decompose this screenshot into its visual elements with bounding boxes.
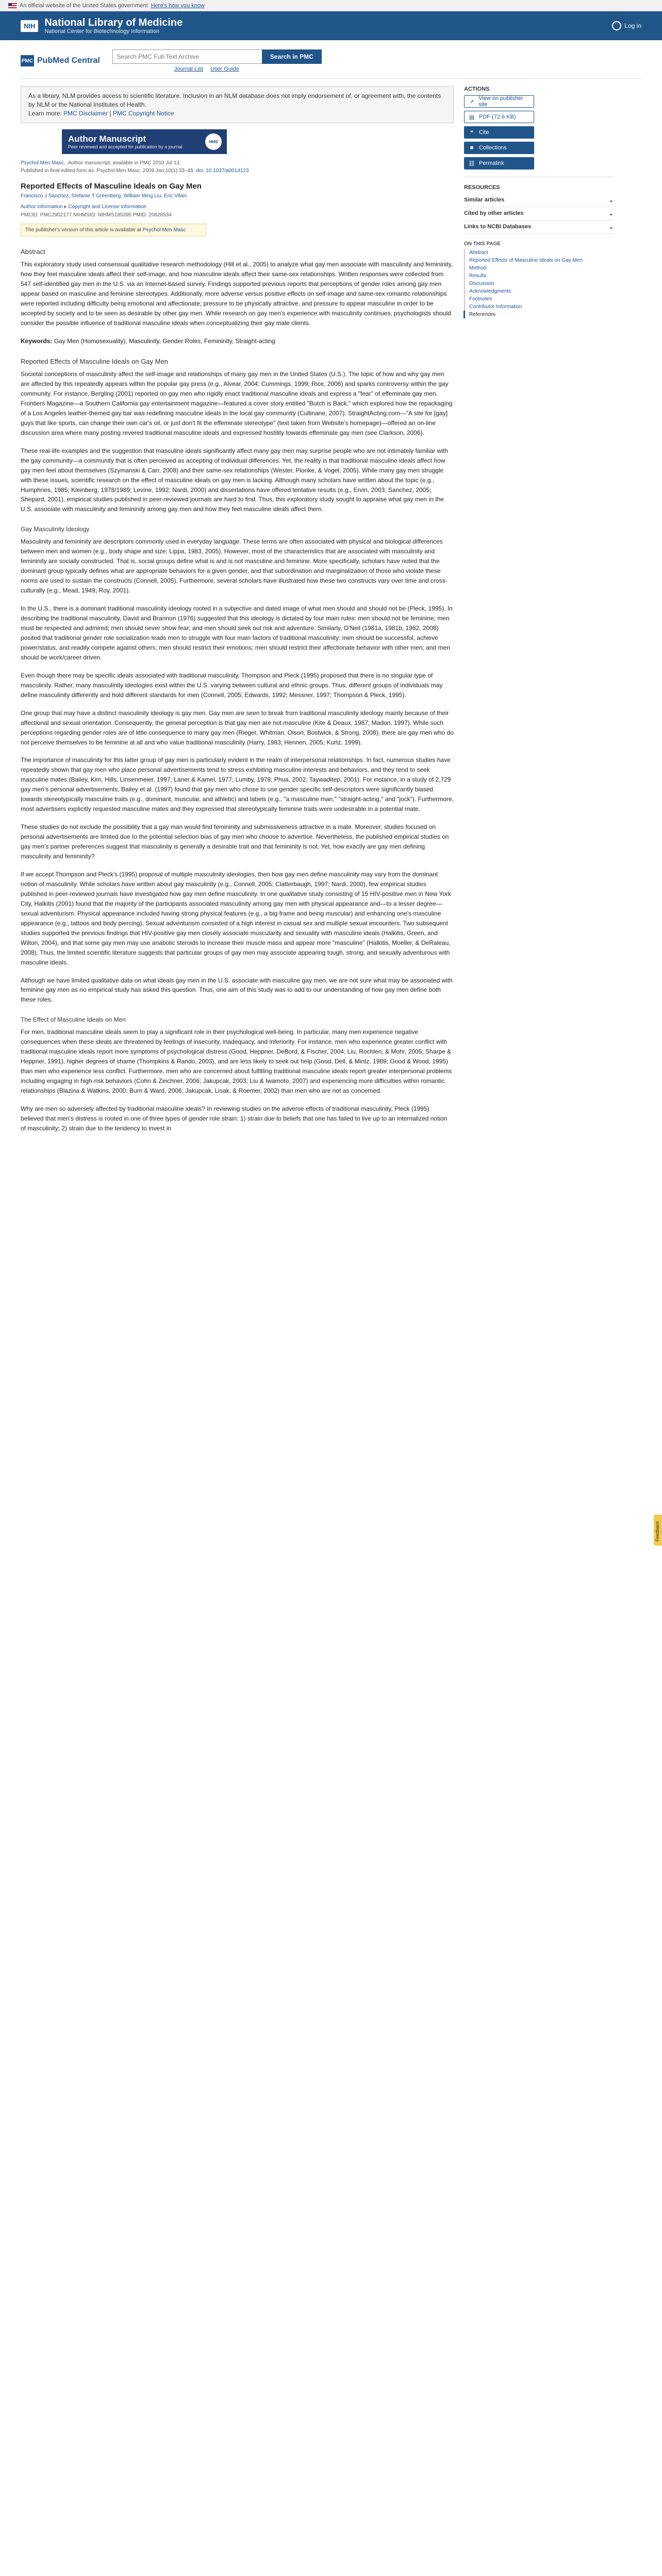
paragraph: These studies do not exclude the possibility that a gay man would find femininity and submissiveness attractive in a mate. Moreover, studies focused on personal advertisements are limited due to the potential selection bias of gay men who choose to advertise. Nevertheless, the published empirical studies on gay men's partner preferences suggest that masculinity is generally a desirable trait and that femininity is not. Yet, how exactly are gay men defining masculinity and femininity? <box>21 823 449 860</box>
paragraph: The importance of masculinity for this latter group of gay men is particularly evident in the realm of interpersonal relationships. In fact, numerous studies have repeatedly shown that gay men who place personal advertisements tend to stress exhibiting masculine interests and behaviors, and they tend to seek masculine mates (Bailey, Kim, Hills, Linsenmeier, 1997; Laner & Kamel, 1977; Lumby, 1978; Phua, 2002; Taywaditep, 2001). For instance, in a study of 2,729 gay men's personal advertisements, Bailey et al. (1997) found that gay men who chose to use gender specific self-descriptors were significantly biased towards stereotypically masculine traits (e.g., dominant, muscular, and athletic) and labels (e.g., "a masculine man," "straight-acting," and "jock"). Furthermore, most advertisers explicitly requested masculine mates and they expressed that stereotypically feminine traits were undesirable in a potential mate. <box>21 756 454 813</box>
paragraph: Even though there may be specific ideals associated with traditional masculinity, Thompson and Pleck (1995) proposed that there is no singular type of masculinity. Rather, many masculinity ideologies exist within the U.S. varying between cultural and ethnic groups. Thus, different groups of individuals may define masculinity differently and hold different standards for men (Connell, 2005; Edwards, 1992; Messner, 1997; Thompson & Pleck, 1995). <box>21 671 443 699</box>
cite-label: Cite <box>479 129 489 135</box>
toc-item-footnotes[interactable]: Footnotes <box>469 296 492 302</box>
bookmark-icon: ■ <box>470 145 474 151</box>
nlm-title[interactable]: National Library of Medicine <box>44 17 183 28</box>
abstract-heading: Abstract <box>21 248 45 256</box>
author-manuscript-banner <box>62 129 227 154</box>
article-title: Reported Effects of Masculine Ideals on Gay Men <box>21 182 202 191</box>
chevron-down-icon: ⌄ <box>608 197 614 204</box>
pmc-logo-mark: PMC <box>21 55 34 66</box>
pmc-logo-text: PubMed Central <box>37 56 100 65</box>
paragraph: Why are men so adversely affected by traditional masculine ideals? In reviewing studies on the adverse effects of traditional masculinity, Pleck (1995) believed that men's distress is rooted in one of three types of gender role strain: 1) strain due to beliefs that one has failed to live up to an internalized notion of masculinity; 2) strain due to the tendency to invest in <box>21 1105 448 1132</box>
notice-learn: Learn more: <box>28 109 62 117</box>
cited-by-accordion[interactable] <box>464 207 614 221</box>
hhs-seal-icon: HHS <box>205 133 222 150</box>
abstract-text: This exploratory study used consensual qualitative research methodology (Hill et al., 2005) to analyze what gay men associate with masculinity and femininity, how they feel masculine ideals affect their self-image, and how masculine ideals affect their same-sex relationships. Written responses were collected from 547 self-identified gay men in the U.S. via an Internet-based survey. Findings supported previous reports that perceptions of gender roles among gay men appear based on masculine and feminine stereotypes. Additionally, more adverse versus positive effects on self-image and same-sex romantic relationships were reported including difficulty being emotional and affectionate; pressure to be physically attractive, and pressure to appear masculine in order to be accepted by society and to be seen as desirable by other gay men. While research on gay men's experience with masculinity continues, psychologists should consider the possible influence of traditional masculine ideals when conceptualizing their gay male clients. <box>21 261 453 327</box>
notice-sep: | <box>109 109 111 117</box>
permalink-label: Permalink <box>479 160 504 166</box>
disclaimer-link[interactable]: PMC Disclaimer <box>63 109 108 117</box>
permalink-button[interactable] <box>464 157 534 170</box>
citation-line2: Psychol Men Masc. 2009 Jan;10(1):33–45. <box>96 168 195 174</box>
toc-item-abstract[interactable]: Abstract <box>469 250 488 256</box>
citation-line: Psychol Men Masc.. Author manuscript; available in PMC 2010 Jul 13. Published in final edited form as: Psychol Men Masc. 2009 Jan;10(1):33–45. doi: 10.1037/a0014123 <box>21 160 249 174</box>
toc-item-acknowledgments[interactable]: Acknowledgments <box>469 289 511 294</box>
nlm-header <box>0 11 662 40</box>
pdf-label: PDF (72.6 KB) <box>479 114 516 120</box>
author-info-link[interactable]: Author information <box>21 204 63 210</box>
keywords <box>21 336 454 346</box>
login-link[interactable] <box>612 21 641 30</box>
copyright-link[interactable]: PMC Copyright Notice <box>112 109 174 117</box>
pmc-search-bar <box>0 40 662 75</box>
table-of-contents <box>464 249 614 318</box>
search-input[interactable] <box>112 49 262 64</box>
cited-by-label: Cited by other articles <box>464 210 524 216</box>
feedback-tab[interactable] <box>654 1515 662 1546</box>
pub-note-text: The publisher's version of this article is available at <box>25 227 141 233</box>
toc-heading: ON THIS PAGE <box>464 241 501 247</box>
article-main <box>21 79 454 1142</box>
ncbi-links-label: Links to NCBI Databases <box>464 224 532 230</box>
pdf-button[interactable] <box>464 111 534 123</box>
toc-item-reported[interactable]: Reported Effects of Masculine Ideals on Gay Men <box>469 258 583 263</box>
similar-articles-accordion[interactable] <box>464 194 614 207</box>
resources-heading: RESOURCES <box>464 184 500 191</box>
citation-line2-prefix: Published in final edited form as: <box>21 168 95 174</box>
paragraph: Masculinity and femininity are descriptors commonly used in everyday language. These terms are often associated with physical and biological differences between men and women (e.g., body shape and size; Lippa, 1983, 2005). However, most of the characteristics that are associated with masculinity and femininity are socially constructed. That is, social groups define what is and is not masculine and feminine. More specifically, scholars have noted that the dominant group typically defines what are appropriate behaviors for a given gender, and that subordination and marginalization of those who violate these norms are used to sustain the constructs (Connell, 2005). Furthermore, several scholars have illustrated how these two constructs vary over time and cross-culturally (e.g., Mead, 1949; Roy, 2001). <box>21 538 448 595</box>
toc-item-references[interactable]: References <box>464 311 614 318</box>
ncbi-links-accordion[interactable] <box>464 221 614 234</box>
journal-link[interactable]: Psychol Men Masc. <box>21 160 65 166</box>
user-icon <box>612 21 621 30</box>
section-heading-effect: The Effect of Masculine Ideals on Men <box>21 1016 126 1024</box>
view-publisher-label: View on publisher site <box>478 95 523 108</box>
pmc-logo[interactable] <box>21 55 100 66</box>
nih-logo[interactable]: NIH <box>21 20 38 32</box>
nlm-notice <box>21 86 454 123</box>
search-button[interactable]: Search in PMC <box>262 49 322 64</box>
link-icon: ⛓ <box>468 160 475 167</box>
toc-item-method[interactable]: Method <box>469 265 487 271</box>
keywords-text: Gay Men (Homosexuality), Masculinity, Gender Roles, Femininity, Straight-acting <box>54 337 275 345</box>
collections-label: Collections <box>479 145 507 151</box>
paragraph: Although we have limited qualitative data on what ideals gay men in the U.S. associate with masculine gay men, we are not sure what may be associated with feminine gay men as no empirical study has asked this question. Thus, one aim of this study was to add to our understanding of how gay men define both these roles. <box>21 976 453 1004</box>
us-flag-icon <box>8 3 16 8</box>
pub-note-link[interactable]: Psychol Men Masc <box>142 227 186 233</box>
paragraph: If we accept Thompson and Pleck's (1995) proposal of multiple masculinity ideologies, then how gay men define masculinity may vary from the dominant notion of masculinity. While scholars have written about gay masculinity (e.g., Connell, 2005; Clatterbaugh, 1997; Nardi, 2000), few empirical studies published in peer-reviewed journals have investigated how gay men define masculinity. In one qualitative study consisting of 15 HIV-positive men in New York City, Halkitis (2001) found that the majority of the participants associated masculinity among gay men with physical appearance and—to a lesser degree—sexual adventurism. Physical appearance included having strong physical features (e.g., a big frame and being muscular) and enhancing one's masculine appearance (e.g., tattoos and body piercing). Sexual adventurism consisted of a high interest in casual sex and multiple sexual encounters. Two subsequent studies supported the previous findings that HIV-positive gay men closely associate muscularity and sexuality with masculine ideals (Halkitis, Green, and Wilton, 2004), and that some gay men may use anabolic steroids to increase their muscle mass and appear more "masculine" (Halkitis, Moeller, & DeRaleau, 2008). Thus, the limited scientific literature suggests that particular groups of gay men may associate appearing tough, strong, and sexually adventurous with masculine ideals. <box>21 871 451 966</box>
gov-banner-text: An official website of the United States government <box>20 2 148 9</box>
gov-banner <box>0 0 662 11</box>
user-guide-link[interactable]: User Guide <box>210 66 239 72</box>
doi-link[interactable]: doi: 10.1037/a0014123 <box>196 168 249 174</box>
gov-banner-link[interactable]: Here's how you know <box>151 2 205 9</box>
article-meta: Author information ▸ Copyright and License information PMCID: PMC2902177 NIHMSID: NIHMS185395 PMID: 20628534 <box>21 204 172 218</box>
view-publisher-button[interactable] <box>464 95 534 108</box>
toc-item-contributors[interactable]: Contributor Information <box>469 304 522 310</box>
collections-button[interactable] <box>464 142 534 154</box>
paragraph: For men, traditional masculine ideals seem to play a significant role in their psychological well-being. In particular, many men experience negative consequences when these ideals are threatened by feelings of insecurity, inadequacy, and inferiority. For instance, men who experience greater conflict with traditional masculine ideals report more symptoms of psychological distress (Good, Heppner, DeBord, & Fischer, 2004; Liu, Rochlen, & Mohr, 2005; Sharpe & Heppner, 1991), higher degrees of shame (Thompkins & Rando, 2003), and are less likely to seek out help (Good, Dell, & Mintz, 1989; Good & Wood, 1995) than men who experience less conflict. Furthermore, men who are concerned about fulfilling traditional masculine ideals report greater interpersonal problems including engaging in high-risk behaviors (Cohn & Zeichner, 2006; Jakupcak, 2003; Liu & Iwamoto, 2007) and experiencing more difficulties within romantic relationships (Blazina & Watkins, 2000; Burn & Ward, 2006; Jakupcak, Lisak, & Roemer, 2002) than men who are not as concerned. <box>21 1028 452 1095</box>
citation-line1: Author manuscript; available in PMC 2010 Jul 13. <box>68 160 181 166</box>
pdf-icon: ▤ <box>469 114 475 121</box>
article-ids: PMCID: PMC2902177 NIHMSID: NIHMS185395 PMID: 20628534 <box>21 212 172 218</box>
section-heading-gmi: Gay Masculinity Ideology <box>21 526 90 533</box>
author-list[interactable]: Francisco J Sánchez, Stefanie T Greenberg, William Ming Liu, Eric Vilain <box>21 193 187 199</box>
sidebar <box>464 79 614 1142</box>
paragraph: In the U.S., there is a dominant traditional masculinity ideology rooted in a subjective and dated image of what men should and should not be (Pleck, 1995). In describing the traditional masculinity, David and Brannon (1976) suggested that this ideology is dictated by four main rules: men should not be feminine; men must be respected and admired; men should never show fear; and men should seek out risk and adventure. Similarly, O'Neil (1981a, 1981b, 1982, 2008) posited that traditional gender role socialization leads men to struggle with four main factors of traditional masculinity: men should be successful, achieve power/status, and readily compete against others; men should restrict their emotions; men should restrict their affectionate behavior with other men; and men should be work/career driven. <box>21 605 453 661</box>
chevron-down-icon: ⌄ <box>608 211 614 217</box>
external-link-icon: ↗ <box>469 98 474 105</box>
paragraph: One group that may have a distinct masculinity ideology is gay men. Gay men are seen to break from traditional masculinity ideology mainly because of their affectional and sexual orientation. Consequently, the general perception is that gay men are not masculine (Kite & Deaux, 1987; Madon, 1997). While such perceptions regarding gender roles are of little consequence to many gay men (Rieger, Whitman, Olson, Bostwick, & Strong, 2008), there are gay men who do not perceive themselves to be feminine at all and who value traditional masculinity (Harry, 1983; Hennen, 2005; Kurtz, 1999). <box>21 709 454 746</box>
publisher-version-note <box>21 224 206 236</box>
banner-title: Author Manuscript <box>68 134 146 144</box>
quote-icon: ❝ <box>470 129 473 136</box>
notice-text: As a library, NLM provides access to scientific literature. Inclusion in an NLM database does not imply endorsement of, or agreement with, the contents by NLM or the National Institutes of Health. <box>28 92 441 108</box>
keywords-label: Keywords: <box>21 337 53 345</box>
paragraph: These real-life examples and the suggestion that masculine ideals significantly affect many gay men may surprise people who are not intimately familiar with the gay community—a community that is often perceived as accepting of individual differences. Yet, the reality is that traditional masculine ideals affect how gay men feel about themselves (Szymanski & Carr, 2008) and their same-sex relationships (Wester, Pionke, & Vogel, 2005). While many gay men struggle with these issues, scientific research on the effect of masculine ideals on gay men is lacking. Although many scholars have written about the topic (e.g., Humphries, 1985; Kleinberg, 1978/1989; Levine, 1992; Nardi, 2000) and dissertations have offered tentative results (e.g., Ervin, 2003; Sanchez, 2005; Shepard, 2001), empirical studies published in peer-reviewed journals are hard to find. Thus, this exploratory study sought to appraise what gay men in the U.S. associate with masculinity and femininity among gay men and how they feel masculine ideals affect them. <box>21 447 448 513</box>
actions-heading: ACTIONS <box>464 86 490 92</box>
journal-list-link[interactable]: Journal List <box>174 66 204 72</box>
paragraph: Societal conceptions of masculinity affect the self-image and relationships of many gay men in the United States (U.S.). The topic of how and why gay men are affected by this repeatedly appears within the popular gay press (e.g., Alvear, 2004; Cummings, 1999; Rice, 2006) and sparks controversy within the gay community. For instance, Bergling (2001) reported on gay men who rigidly enact traditional masculine ideals and express a "fear" of effeminate gay men. Frontiers Magazine—a Southern California gay entertainment magazine—featured a cover story entitled "Butch is Back," which explored how the repackaging of a Los Angeles leather-themed gay bar was redefining masculine ideals in the local gay community (Cullinane, 2007). StraightActing.com—"A site for [gay] guys that like sports, can change their own car's oil, or just don't fit the effeminate stereotype" (text taken from Website's homepage)—offered an on-line discussion area where many posting revered traditional masculine ideals and expressed hostility towards effeminate gay men (see Clarkson, 2006). <box>21 370 453 436</box>
section-heading-reported: Reported Effects of Masculine Ideals on Gay Men <box>21 358 168 366</box>
similar-articles-label: Similar articles <box>464 197 505 203</box>
banner-subtitle: Peer reviewed and accepted for publication by a journal <box>68 144 183 150</box>
chevron-down-icon: ⌄ <box>608 224 614 230</box>
copyright-info-link[interactable]: Copyright and License information <box>68 204 147 210</box>
login-label: Log in <box>624 22 641 29</box>
toc-item-results[interactable]: Results <box>469 273 487 279</box>
cite-button[interactable] <box>464 126 534 139</box>
feedback-label: Feedback <box>655 1521 660 1541</box>
nlm-subtitle: National Center for Biotechnology Information <box>44 28 159 35</box>
toc-item-discussion[interactable]: Discussion <box>469 281 494 286</box>
